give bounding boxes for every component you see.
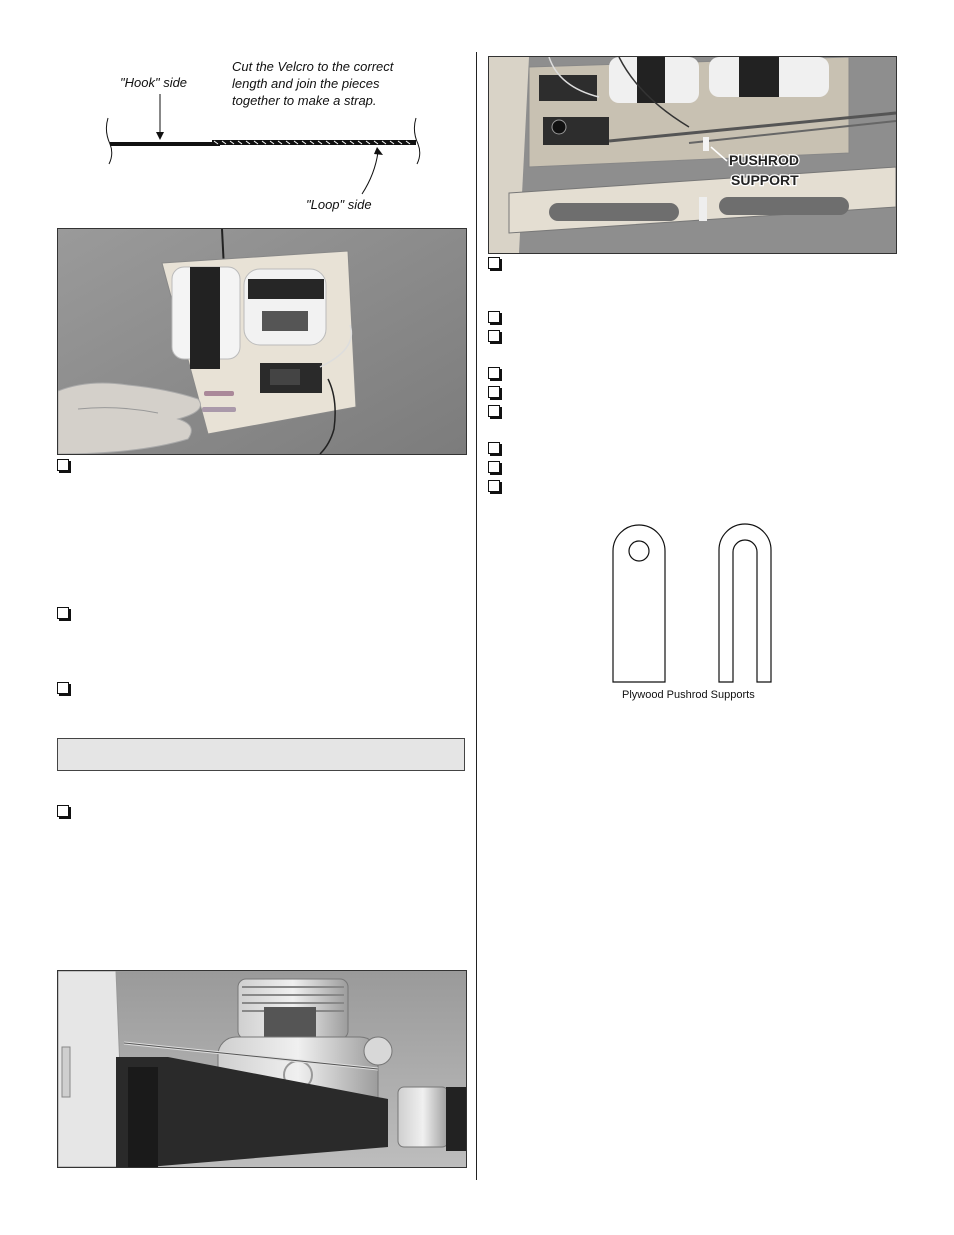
step-checkbox[interactable] (488, 386, 500, 398)
pushrod-label-line1: PUSHROD (729, 152, 800, 168)
pushrod-label-line2: SUPPORT (731, 172, 799, 188)
step-checkbox[interactable] (488, 330, 500, 342)
column-divider (476, 52, 477, 1180)
step-checkbox[interactable] (57, 805, 69, 817)
hook-side-label: "Hook" side (120, 75, 188, 90)
step-checkbox[interactable] (488, 405, 500, 417)
step-checkbox[interactable] (57, 459, 69, 471)
step-checkbox[interactable] (488, 480, 500, 492)
step-checkbox[interactable] (57, 682, 69, 694)
step-checkbox[interactable] (488, 442, 500, 454)
section-heading-box (57, 738, 465, 771)
step-checkbox[interactable] (57, 607, 69, 619)
pushrod-supports-diagram (600, 520, 790, 705)
step-checkbox[interactable] (488, 311, 500, 323)
servo-tray-photo (57, 228, 467, 455)
pushrod-supports-drawing (600, 520, 790, 685)
engine-pushrod-photo (57, 970, 467, 1168)
loop-side-label: "Loop" side (306, 197, 372, 212)
step-checkbox[interactable] (488, 461, 500, 473)
velcro-diagram (100, 56, 430, 216)
velcro-instruction: Cut the Velcro to the correct length and join the pieces together to make a strap. (232, 59, 394, 108)
step-checkbox[interactable] (488, 367, 500, 379)
step-checkbox[interactable] (488, 257, 500, 269)
pushrod-support-photo (488, 56, 897, 254)
velcro-strap-drawing (100, 56, 430, 216)
supports-caption: Plywood Pushrod Supports (622, 689, 755, 701)
